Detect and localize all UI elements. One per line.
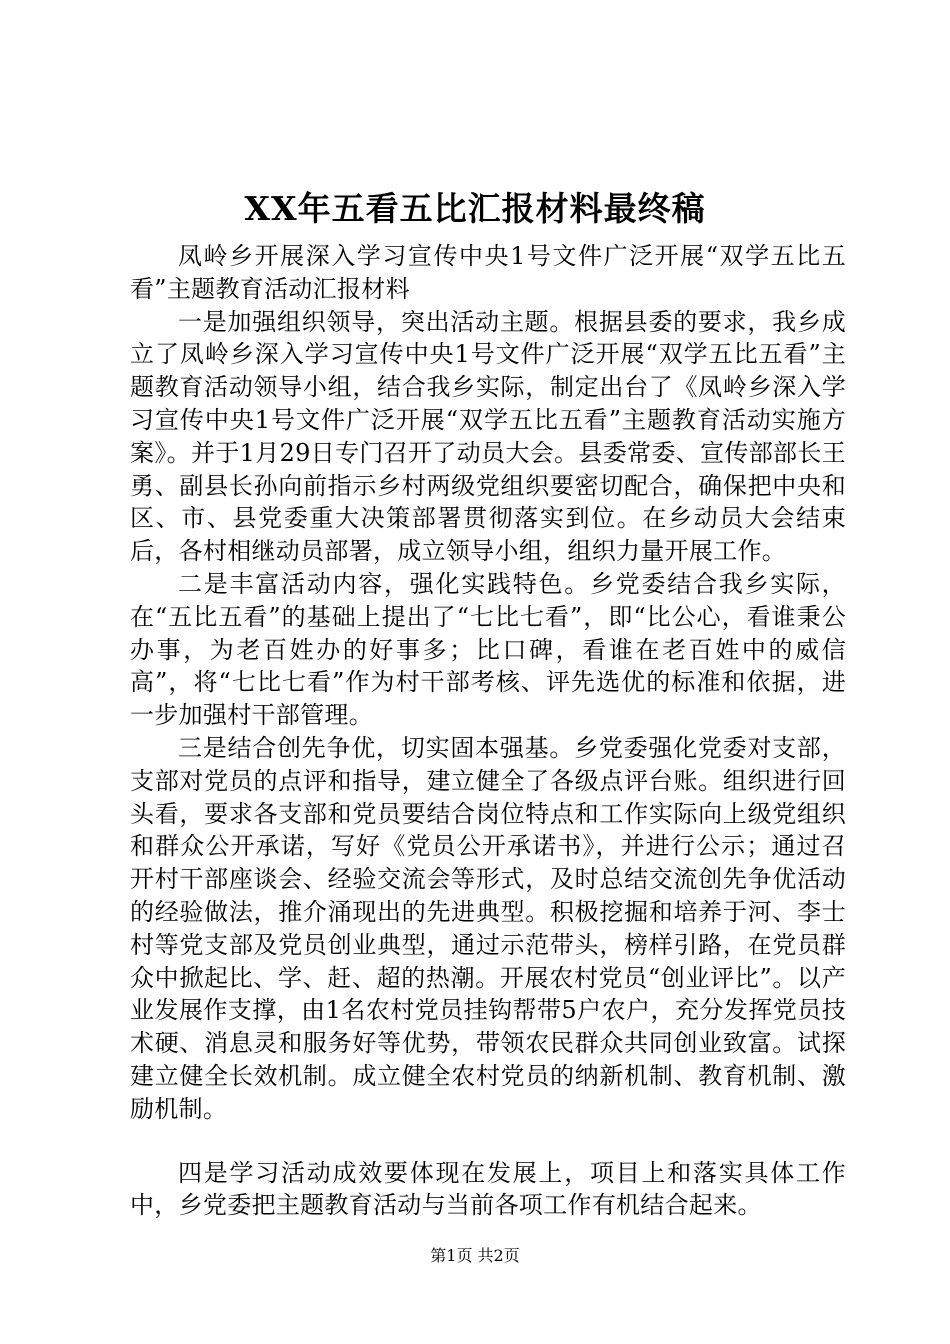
- paragraph-four: 四是学习活动成效要体现在发展上，项目上和落实具体工作中，乡党委把主题教育活动与当前各项工作有机结合起来。: [130, 1158, 846, 1220]
- paragraph-two: 二是丰富活动内容，强化实践特色。乡党委结合我乡实际，在“五比五看”的基础上提出了“七比七看”，即“比公心，看谁秉公办事，为老百姓办的好事多；比口碑，看谁在老百姓中的威信高”，将“七比七看”作为村干部考核、评先选优的标准和依据，进一步加强村干部管理。: [130, 569, 846, 730]
- page-footer: 第1页 共2页: [430, 1246, 520, 1265]
- paragraph-three: 三是结合创先争优，切实固本强基。乡党委强化党委对支部，支部对党员的点评和指导，建立健全了各级点评台账。组织进行回头看，要求各支部和党员要结合岗位特点和工作实际向上级党组织和群众公开承诺，写好《党员公开承诺书》，并进行公示；通过召开村干部座谈会、经验交流会等形式，及时总结交流创先争优活动的经验做法，推介涌现出的先进典型。积极挖掘和培养于河、李士村等党支部及党员创业典型，通过示范带头，榜样引路，在党员群众中掀起比、学、赶、超的热潮。开展农村党员“创业评比”。以产业发展作支撑，由1名农村党员挂钩帮带5户农户，充分发挥党员技术硬、消息灵和服务好等优势，带领农民群众共同创业致富。试探建立健全长效机制。成立健全农村党员的纳新机制、教育机制、激励机制。: [130, 733, 846, 1123]
- intro-paragraph: 凤岭乡开展深入学习宣传中央1号文件广泛开展“双学五比五看”主题教育活动汇报材料: [130, 242, 846, 303]
- document-title: XX年五看五比汇报材料最终稿: [244, 189, 706, 228]
- document-body: [130, 240, 846, 1222]
- paragraph-one: 一是加强组织领导，突出活动主题。根据县委的要求，我乡成立了凤岭乡深入学习宣传中央1号文件广泛开展“双学五比五看”主题教育活动领导小组，结合我乡实际，制定出台了《凤岭乡深入学习宣传中央1号文件广泛开展“双学五比五看”主题教育活动实施方案》。并于1月29日专门召开了动员大会。县委常委、宣传部部长王勇、副县长孙向前指示乡村两级党组织要密切配合，确保把中央和区、市、县党委重大决策部署贯彻落实到位。在乡动员大会结束后，各村相继动员部署，成立领导小组，组织力量开展工作。: [130, 307, 846, 566]
